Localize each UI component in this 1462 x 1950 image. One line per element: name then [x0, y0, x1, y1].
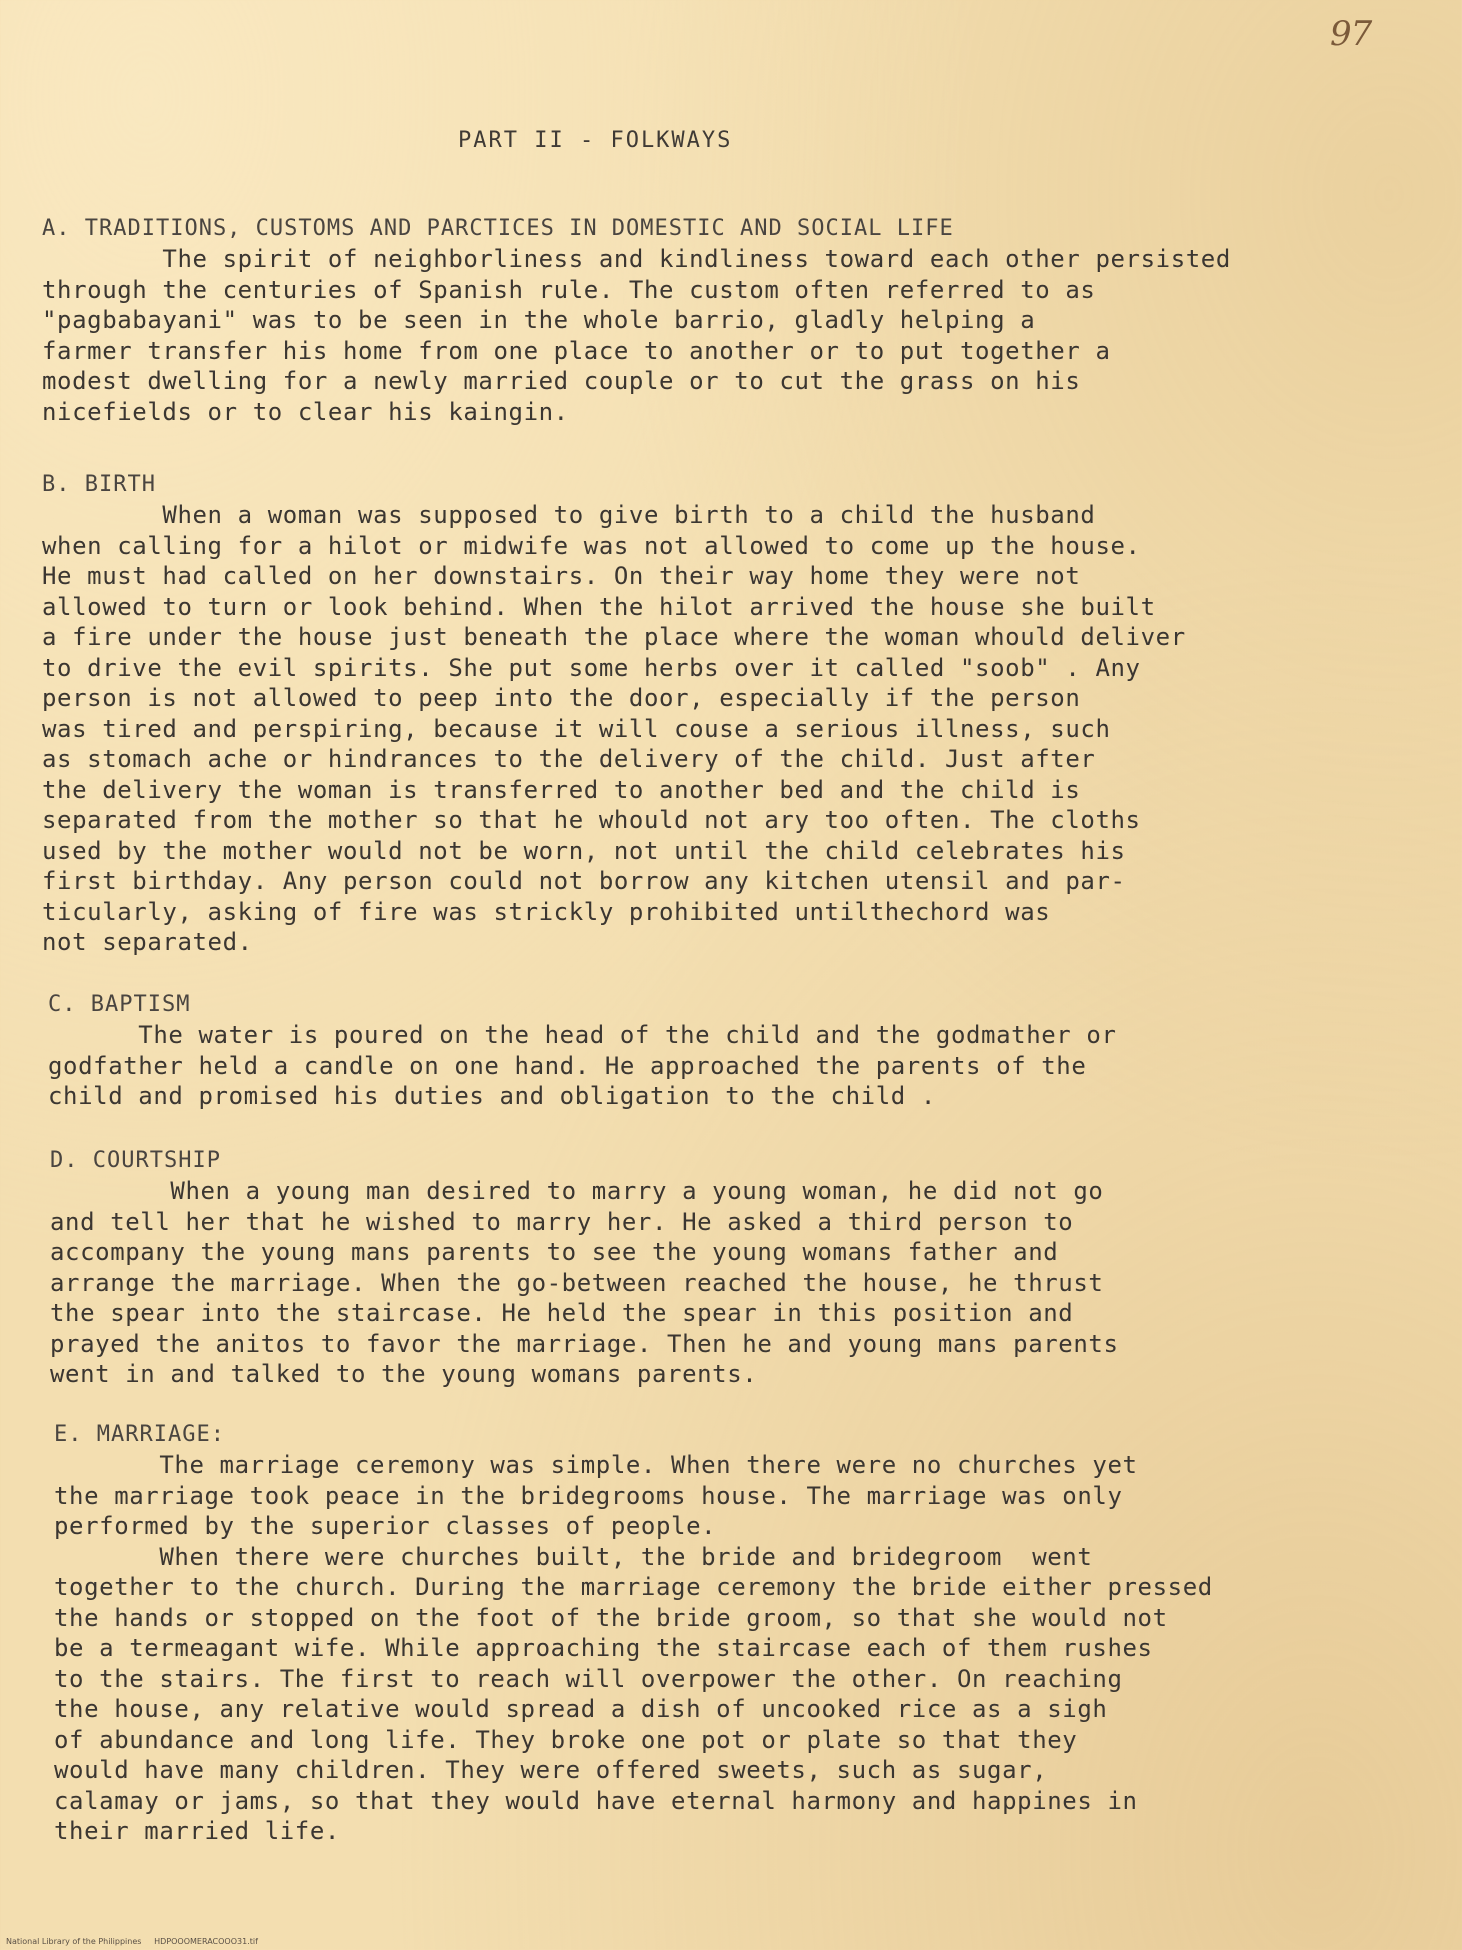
body-line: He must had called on her downstairs. On their way home they were not — [42, 562, 1081, 590]
body-line: When a woman was supposed to give birth to a child the husband — [42, 501, 1096, 529]
body-line: be a termeagant wife. While approaching the staircase each of them rushes — [54, 1634, 1153, 1662]
body-line: performed by the superior classes of people. — [54, 1512, 717, 1540]
page-number: 97 — [1330, 14, 1372, 54]
body-line: nicefields or to clear his kaingin. — [42, 397, 569, 426]
body-line: when calling for a hilot or midwife was not allowed to come up the house. — [42, 531, 1141, 560]
body-line: would have many children. They were offered sweets, such as sugar, — [54, 1756, 1048, 1784]
body-line: not separated. — [42, 928, 253, 956]
body-line: the hands or stopped on the foot of the bride groom, so that she would not — [54, 1603, 1168, 1632]
body-line: arrange the marriage. When the go-between reached the house, he thrust — [50, 1268, 1104, 1297]
section-heading-baptism: C. BAPTISM — [48, 992, 191, 1017]
section-heading-marriage: E. MARRIAGE: — [54, 1422, 225, 1447]
body-line: farmer transfer his home from one place to another or to put together a — [42, 336, 1111, 365]
body-line: together to the church. During the marriage ceremony the bride either pressed — [54, 1573, 1213, 1601]
part-title: PART II - FOLKWAYS — [458, 128, 733, 153]
body-line: prayed the anitos to favor the marriage. Then he and young mans parents — [50, 1329, 1119, 1358]
body-line: as stomach ache or hindrances to the delivery of the child. Just after — [42, 745, 1096, 773]
body-line: of abundance and long life. They broke one pot or plate so that they — [54, 1725, 1078, 1754]
body-line: their married life. — [54, 1817, 340, 1845]
body-line: The spirit of neighborliness and kindliness toward each other persisted — [42, 245, 1231, 273]
section-heading-courtship: D. COURTSHIP — [50, 1148, 221, 1173]
body-line: used by the mother would not be worn, not until the child celebrates his — [42, 836, 1126, 865]
body-line: person is not allowed to peep into the door, especially if the person — [42, 684, 1081, 712]
body-line: "pagbabayani" was to be seen in the whole barrio, gladly helping a — [42, 306, 1036, 334]
body-line: went in and talked to the young womans parents. — [50, 1360, 758, 1388]
body-line: godfather held a candle on one hand. He approached the parents of the — [48, 1051, 1087, 1080]
body-line: accompany the young mans parents to see the young womans father and — [50, 1238, 1059, 1266]
body-line: The water is poured on the head of the child and the godmather or — [48, 1021, 1117, 1049]
section-birth — [42, 470, 1462, 958]
body-line: When there were churches built, the bride and bridegroom went — [54, 1542, 1093, 1571]
body-line: to the stairs. The first to reach will overpower the other. On reaching — [54, 1664, 1123, 1693]
body-line: through the centuries of Spanish rule. The custom often referred to as — [42, 275, 1096, 304]
body-line: ticularly, asking of fire was strickly prohibited untilthechord was — [42, 897, 1051, 926]
archive-footer: National Library of the Philippines HDPOOOMERACOOO31.tif — [6, 1937, 258, 1946]
body-line: modest dwelling for a newly married couple or to cut the grass on his — [42, 367, 1081, 395]
section-heading-birth: B. BIRTH — [42, 472, 156, 497]
body-line: child and promised his duties and obligation to the child . — [48, 1082, 936, 1110]
body-line: the delivery the woman is transferred to another bed and the child is — [42, 775, 1081, 804]
body-line: first birthday. Any person could not borrow any kitchen utensil and par- — [42, 867, 1126, 895]
body-line: calamay or jams, so that they would have eternal harmony and happines in — [54, 1786, 1138, 1815]
body-line: allowed to turn or look behind. When the hilot arrived the house she built — [42, 592, 1156, 621]
section-marriage — [54, 1420, 1462, 1847]
section-traditions — [42, 214, 1462, 427]
body-line: the marriage took peace in the bridegrooms house. The marriage was only — [54, 1481, 1123, 1510]
body-line: to drive the evil spirits. She put some herbs over it called "soob" . Any — [42, 653, 1141, 682]
body-line: separated from the mother so that he whould not ary too often. The cloths — [42, 806, 1141, 834]
body-line: The marriage ceremony was simple. When there were no churches yet — [54, 1451, 1138, 1479]
body-line: When a young man desired to marry a young woman, he did not go — [50, 1177, 1104, 1205]
body-line: was tired and perspiring, because it will couse a serious illness, such — [42, 714, 1111, 743]
body-line: the spear into the staircase. He held the spear in this position and — [50, 1299, 1074, 1327]
body-line: and tell her that he wished to marry her. He asked a third person to — [50, 1207, 1074, 1236]
section-heading-traditions: A. TRADITIONS, CUSTOMS AND PARCTICES IN DOMESTIC AND SOCIAL LIFE — [42, 216, 954, 241]
section-baptism — [48, 990, 1462, 1112]
section-courtship — [50, 1146, 1462, 1390]
body-line: a fire under the house just beneath the place where the woman whould deliver — [42, 623, 1186, 651]
body-line: the house, any relative would spread a dish of uncooked rice as a sigh — [54, 1695, 1108, 1723]
